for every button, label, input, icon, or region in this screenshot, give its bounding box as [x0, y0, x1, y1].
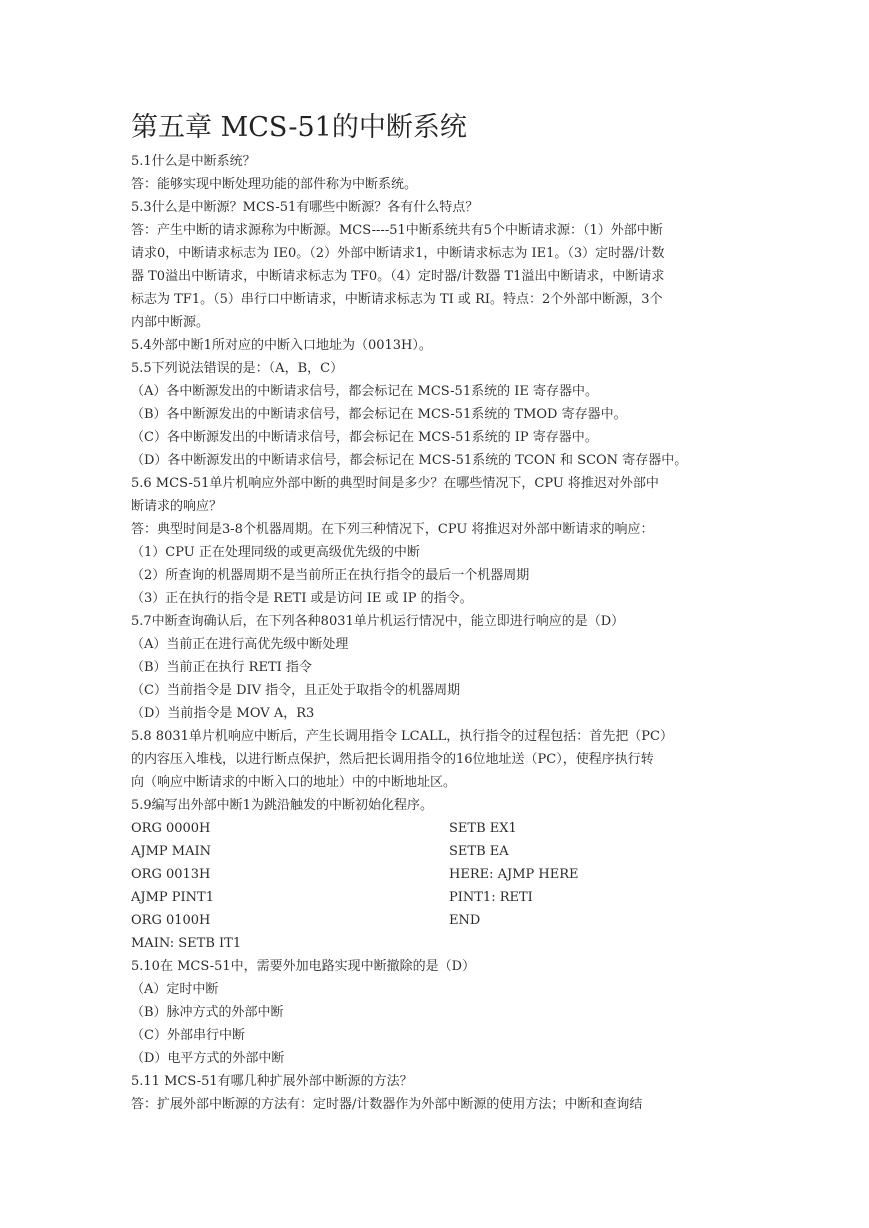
code-line: ORG 0000H	[131, 821, 211, 836]
text-line: （3）正在执行的指令是 RETI 或是访问 IE 或 IP 的指令。	[131, 591, 473, 606]
code-line: AJMP MAIN	[131, 844, 211, 859]
text-block-b	[131, 932, 741, 1116]
code-line: ORG 0013H	[131, 867, 211, 882]
text-line: 5.4外部中断1所对应的中断入口地址为（0013H）。	[131, 338, 432, 353]
text-line: 5.11 MCS-51有哪几种扩展外部中断源的方法？	[131, 1074, 413, 1089]
text-line: 5.1什么是中断系统？	[131, 154, 256, 169]
code-line: END	[449, 913, 481, 928]
text-line: 向（响应中断请求的中断入口的地址）中的中断地址区。	[131, 775, 457, 790]
text-line: （2）所查询的机器周期不是当前所正在执行指令的最后一个机器周期	[131, 568, 530, 583]
code-line: PINT1: RETI	[449, 890, 533, 905]
text-line: （A）各中断源发出的中断请求信号，都会标记在 MCS-51系统的 IE 寄存器中。	[131, 384, 598, 399]
text-line: 答：能够实现中断处理功能的部件称为中断系统。	[131, 177, 418, 192]
text-line: 标志为 TF1。（5）串行口中断请求，中断请求标志为 TI 或 RI。特点：2个外部中断源，3个	[131, 292, 663, 307]
text-line: （A）当前正在进行高优先级中断处理	[131, 637, 349, 652]
text-line: （A）定时中断	[131, 982, 219, 997]
text-line: MAIN: SETB IT1	[131, 936, 242, 951]
text-line: （B）各中断源发出的中断请求信号，都会标记在 MCS-51系统的 TMOD 寄存器中。	[131, 407, 627, 422]
text-line: 内部中断源。	[131, 315, 210, 330]
text-line: （D）电平方式的外部中断	[131, 1051, 285, 1066]
text-line: （1）CPU 正在处理同级的或更高级优先级的中断	[131, 545, 420, 560]
text-line: （C）各中断源发出的中断请求信号，都会标记在 MCS-51系统的 IP 寄存器中。	[131, 430, 598, 445]
text-line: （C）外部串行中断	[131, 1028, 245, 1043]
code-line: SETB EX1	[449, 821, 517, 836]
text-line: （D）当前指令是 MOV A，R3	[131, 706, 315, 721]
text-line: （B）当前正在执行 RETI 指令	[131, 660, 312, 675]
code-column-left	[131, 817, 449, 932]
text-line: 5.5下列说法错误的是：（A，B，C）	[131, 361, 344, 376]
chapter-title: 第五章 MCS-51的中断系统	[131, 112, 467, 143]
text-line: 答：典型时间是3-8个机器周期。在下列三种情况下，CPU 将推迟对外部中断请求的响应：	[131, 522, 654, 537]
text-line: 答：扩展外部中断源的方法有：定时器/计数器作为外部中断源的使用方法；中断和查询结	[131, 1097, 643, 1112]
text-line: 5.7中断查询确认后，在下列各种8031单片机运行情况中，能立即进行响应的是（D）	[131, 614, 625, 629]
text-line: （B）脉冲方式的外部中断	[131, 1005, 284, 1020]
document-page	[131, 108, 741, 1116]
text-line: （C）当前指令是 DIV 指令，且正处于取指令的机器周期	[131, 683, 461, 698]
code-listing	[131, 817, 741, 932]
text-line: 5.6 MCS-51单片机响应外部中断的典型时间是多少？在哪些情况下，CPU 将推迟对外部中	[131, 476, 659, 491]
code-column-right	[449, 817, 741, 932]
text-line: 5.9编写出外部中断1为跳沿触发的中断初始化程序。	[131, 798, 433, 813]
text-line: 5.8 8031单片机响应中断后，产生长调用指令 LCALL，执行指令的过程包括：首先把（PC）	[131, 729, 673, 744]
text-line: （D）各中断源发出的中断请求信号，都会标记在 MCS-51系统的 TCON 和 SCON 寄存器中。	[131, 453, 688, 468]
text-line: 断请求的响应？	[131, 499, 223, 514]
text-line: 请求0，中断请求标志为 IE0。（2）外部中断请求1，中断请求标志为 IE1。（3）定时器/计数	[131, 246, 665, 261]
text-line: 5.3什么是中断源？MCS-51有哪些中断源？各有什么特点？	[131, 200, 479, 215]
code-line: AJMP PINT1	[131, 890, 214, 905]
text-line: 的内容压入堆栈，以进行断点保护，然后把长调用指令的16位地址送（PC），使程序执行转	[131, 752, 654, 767]
code-line: SETB EA	[449, 844, 509, 859]
code-line: HERE: AJMP HERE	[449, 867, 579, 882]
text-line: 5.10在 MCS-51中，需要外加电路实现中断撤除的是（D）	[131, 959, 476, 974]
text-line: 器 T0溢出中断请求，中断请求标志为 TF0。（4）定时器/计数器 T1溢出中断请求，中断请求	[131, 269, 665, 284]
text-block-a	[131, 150, 741, 817]
text-line: 答：产生中断的请求源称为中断源。MCS----51中断系统共有5个中断请求源：（1）外部中断	[131, 223, 663, 238]
code-line: ORG 0100H	[131, 913, 211, 928]
